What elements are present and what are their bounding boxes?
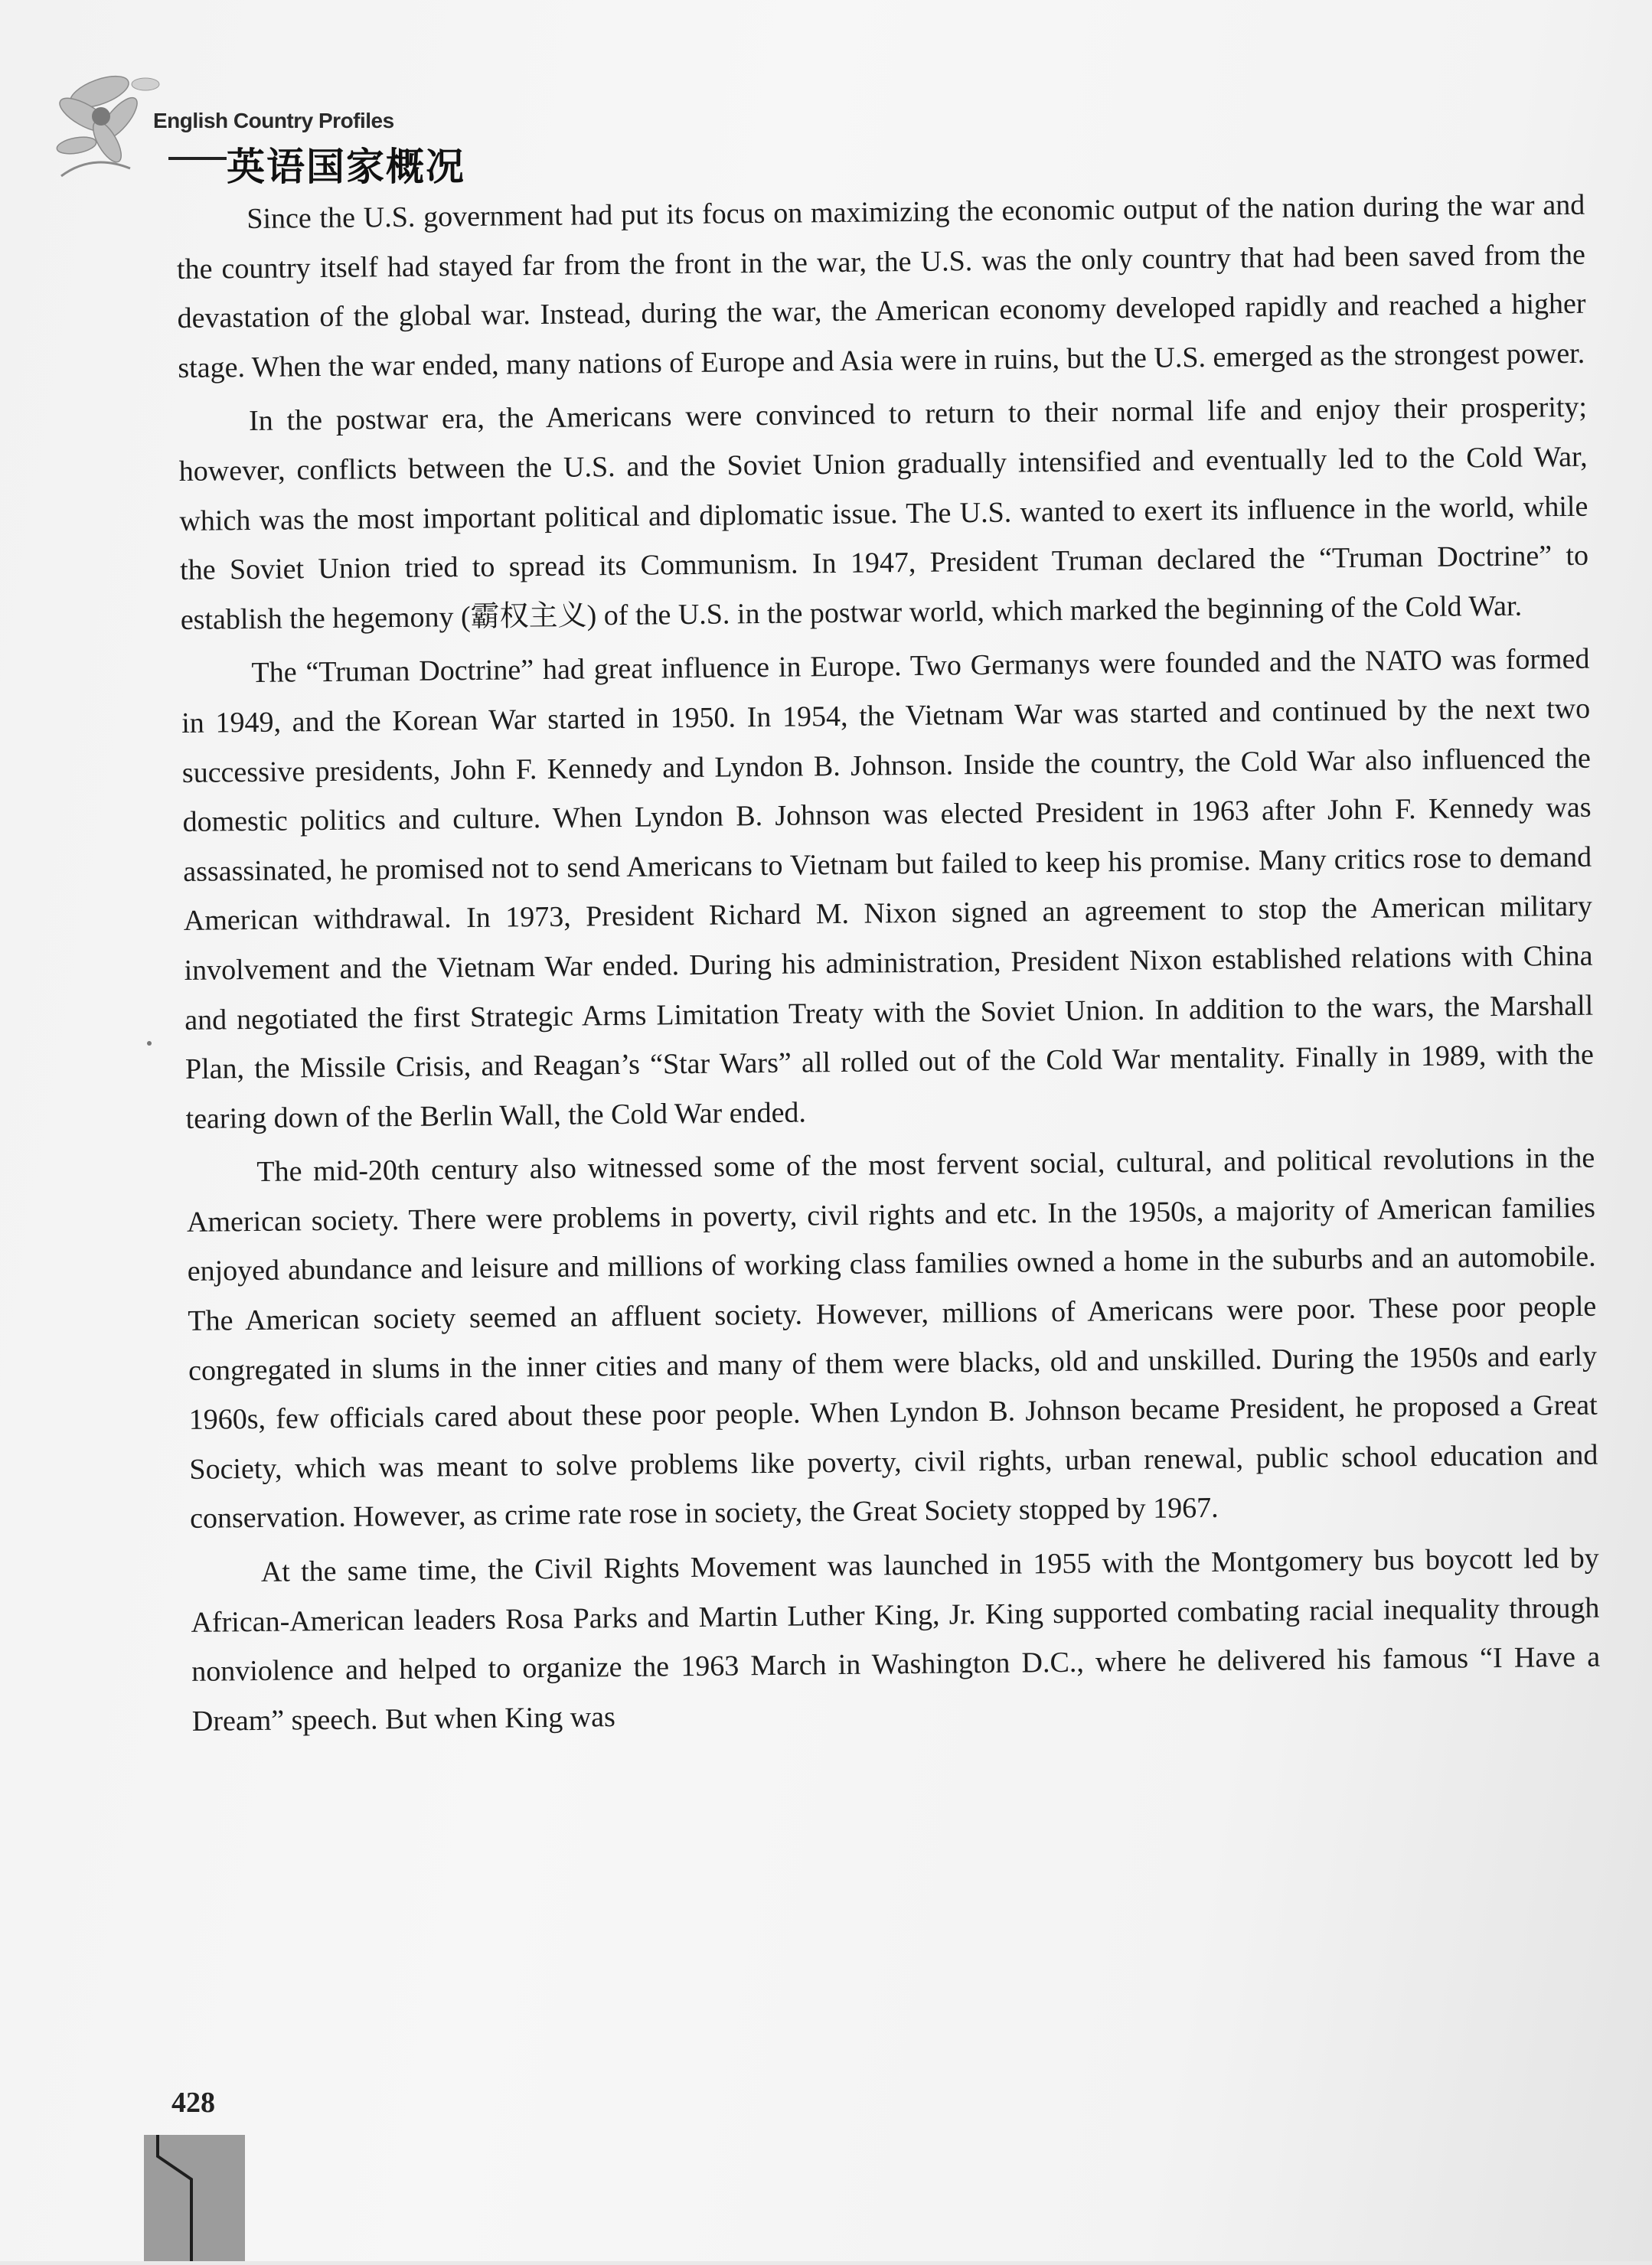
page-number: 428	[171, 2087, 215, 2119]
tab-line-icon	[144, 2135, 245, 2261]
paragraph: In the postwar era, the Americans were convinced to return to their normal life and enjoy their prosperity; however, conflicts between the U.S. and the Soviet Union gradually intensified and eventually led to the Cold War, which was the most important political and diplomatic issue. The U.S. wanted to exert its influence in the world, while the Soviet Union tried to spread its Communism. In 1947, President Truman declared the “Truman Doctrine” to establish the hegemony (霸权主义) of the U.S. in the postwar world, which marked the beginning of the Cold War.	[178, 391, 1589, 636]
margin-mark	[147, 1041, 152, 1046]
header-subtitle: English Country Profiles	[153, 109, 394, 132]
paragraph: Since the U.S. government had put its focus on maximizing the economic output of the nation during the war and the country itself had stayed far from the front in the war, the U.S. was the only country that had been saved from the devastation of the global war. Instead, during the war, the American economy developed rapidly and reached a higher stage. When the war ended, many nations of Europe and Asia were in ruins, but the U.S. emerged as the strongest power.	[176, 188, 1586, 384]
header-title: 英语国家概况	[227, 145, 465, 189]
paragraph: The “Truman Doctrine” had great influence in Europe. Two Germanys were founded and the NATO was formed in 1949, and the Korean War started in 1950. In 1954, the Vietnam War was started and continued by the next two successive presidents, John F. Kennedy and Lyndon B. Johnson. Inside the country, the Cold War also influenced the domestic politics and culture. When Lyndon B. Johnson was elected President in 1963 after John F. Kennedy was assassinated, he promised not to send Americans to Vietnam but failed to keep his promise. Many critics rose to demand American withdrawal. In 1973, President Richard M. Nixon signed an agreement to stop the American military involvement and the Vietnam War ended. During his administration, President Nixon established relations with China and negotiated the first Strategic Arms Limitation Treaty with the Soviet Union. In addition to the wars, the Marshall Plan, the Missile Crisis, and Reagan’s “Star Wars” all rolled out of the Cold War mentality. Finally in 1989, with the tearing down of the Berlin Wall, the Cold War ended.	[181, 643, 1595, 1135]
page-footer	[144, 2086, 251, 2261]
header-rule	[168, 157, 227, 160]
body-text	[176, 181, 1601, 1747]
page-tab	[144, 2135, 245, 2261]
paragraph: At the same time, the Civil Rights Movement was launched in 1955 with the Montgomery bus boycott led by African-American leaders Rosa Parks and Martin Luther King, Jr. King supported combating racial inequality through nonviolence and helped to organize the 1963 March in Washington D.C., where he delivered his famous “I Have a Dream” speech. But when King was	[191, 1542, 1601, 1738]
paragraph: The mid-20th century also witnessed some of the most fervent social, cultural, and political revolutions in the American society. There were problems in poverty, civil rights and etc. In the 1950s, a majority of American families enjoyed abundance and leisure and millions of working class families owned a home in the suburbs and an automobile. The American society seemed an affluent society. However, millions of Americans were poor. These poor people congregated in slums in the inner cities and many of them were blacks, old and unskilled. During the 1950s and early 1960s, few officials cared about these poor people. When Lyndon B. Johnson became President, he proposed a Great Society, which was meant to solve problems like poverty, civil rights, urban renewal, public school education and conservation. However, as crime rate rose in society, the Great Society stopped by 1967.	[186, 1141, 1598, 1536]
running-header	[46, 61, 475, 191]
